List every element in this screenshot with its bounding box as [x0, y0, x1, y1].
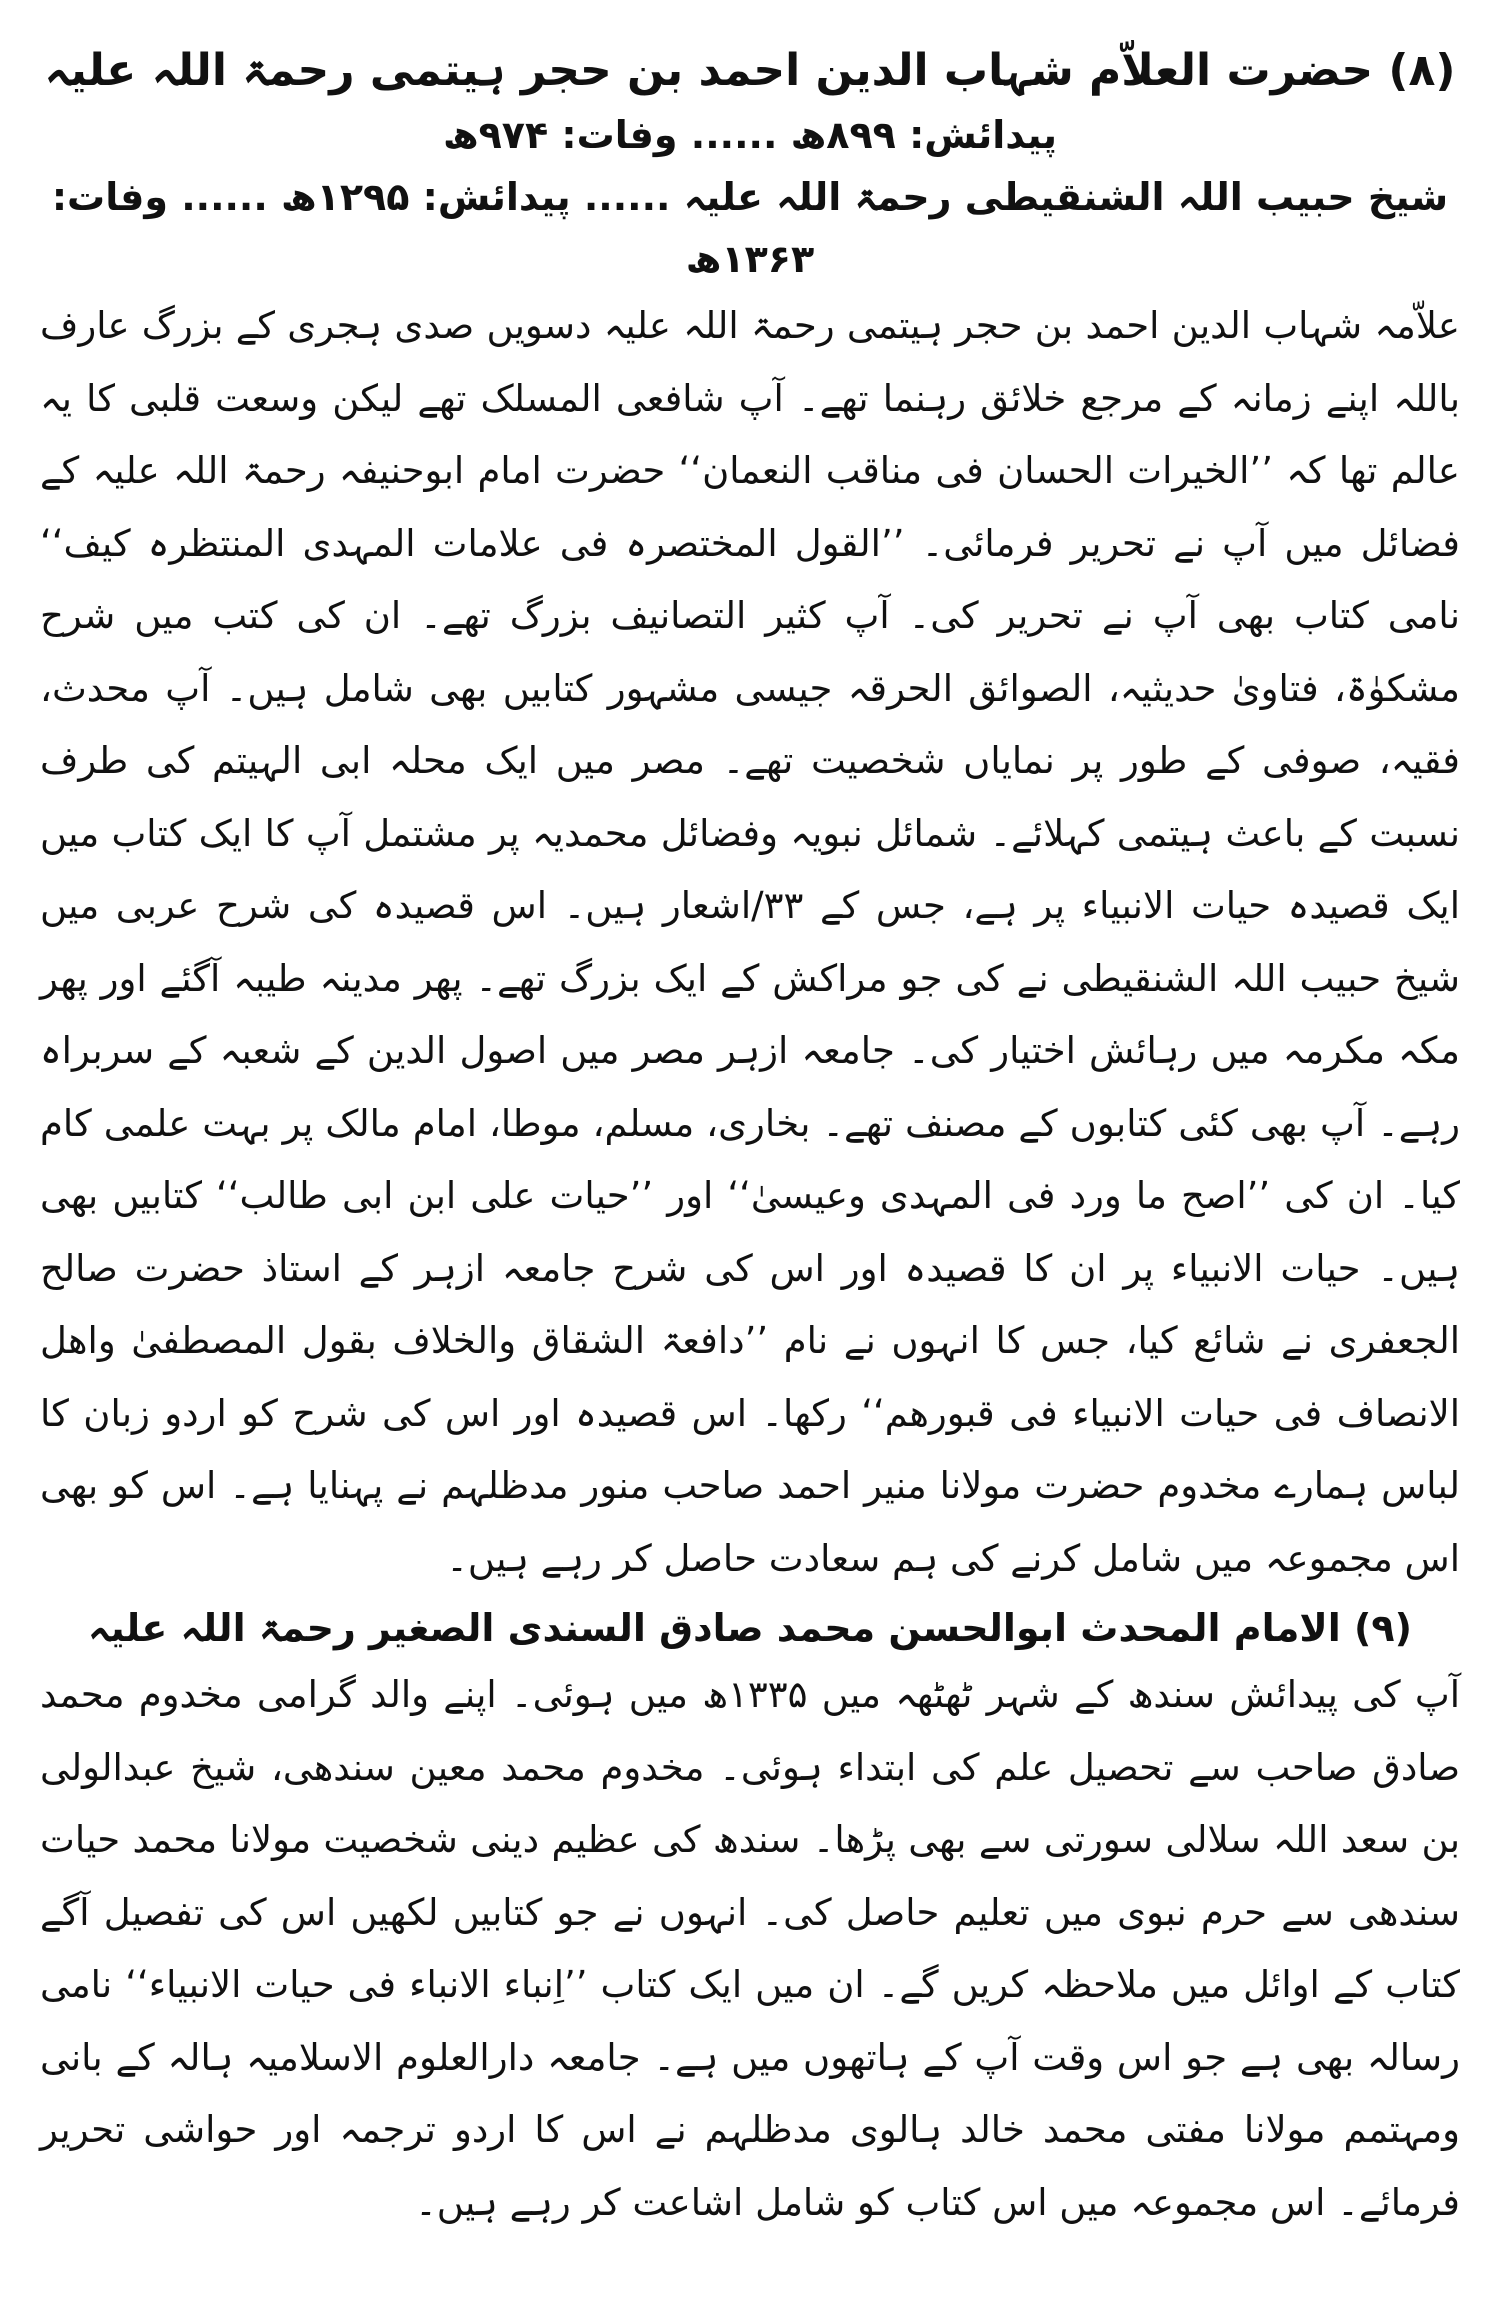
section-9-paragraph: آپ کی پیدائش سندھ کے شہر ٹھٹھہ میں ۱۳۳۵ھ میں ہوئی۔ اپنے والد گرامی مخدوم محمد صادق صاحب سے تحصیل علم کی ابتداء ہوئی۔ مخدوم محمد معین سندھی، شیخ عبدالولی بن سعد اللہ سلالی سورتی سے بھی پڑھا۔ سندھ کی عظیم دینی شخصیت مولانا محمد حیات سندھی سے حرم نبوی میں تعلیم حاصل کی۔ انہوں نے جو کتابیں لکھیں اس کی تفصیل آگے کتاب کے اوائل میں ملاحظہ کریں گے۔ ان میں ایک کتاب ’’اِنباء الانباء فی حیات الانبیاء‘‘ نامی رسالہ بھی ہے جو اس وقت آپ کے ہاتھوں میں ہے۔ جامعہ دارالعلوم الاسلامیہ ہالہ کے بانی ومہتمم مولانا مفتی محمد خالد ہالوی مدظلہم نے اس کا اردو ترجمہ اور حواشی تحریر فرمائے۔ اس مجموعہ میں اس کتاب کو شامل اشاعت کر رہے ہیں۔: [40, 1673, 1460, 2224]
section-8-paragraph: علاّمہ شہاب الدین احمد بن حجر ہیتمی رحمۃ اللہ علیہ دسویں صدی ہجری کے بزرگ عارف باللہ اپنے زمانہ کے مرجع خلائق رہنما تھے۔ آپ شافعی المسلک تھے لیکن وسعت قلبی کا یہ عالم تھا کہ ’’الخیرات الحسان فی مناقب النعمان‘‘ حضرت امام ابوحنیفہ رحمۃ اللہ علیہ کے فضائل میں آپ نے تحریر فرمائی۔ ’’القول المختصرہ فی علامات المہدی المنتظرہ کیف‘‘ نامی کتاب بھی آپ نے تحریر کی۔ آپ کثیر التصانیف بزرگ تھے۔ ان کی کتب میں شرح مشکوٰۃ، فتاویٰ حدیثیہ، الصوائق الحرقہ جیسی مشہور کتابیں بھی شامل ہیں۔ آپ محدث، فقیہ، صوفی کے طور پر نمایاں شخصیت تھے۔ مصر میں ایک محلہ ابی الہیتم کی طرف نسبت کے باعث ہیتمی کہلائے۔ شمائل نبویہ وفضائل محمدیہ پر مشتمل آپ کا ایک کتاب میں ایک قصیدہ حیات الانبیاء پر ہے، جس کے ۳۳/اشعار ہیں۔ اس قصیدہ کی شرح عربی میں شیخ حبیب اللہ الشنقیطی نے کی جو مراکش کے ایک بزرگ تھے۔ پھر مدینہ طیبہ آگئے اور پھر مکہ مکرمہ میں رہائش اختیار کی۔ جامعہ ازہر مصر میں اصول الدین کے شعبہ کے سربراہ رہے۔ آپ بھی کئی کتابوں کے مصنف تھے۔ بخاری، مسلم، موطا، امام مالک پر بہت علمی کام کیا۔ ان کی ’’اصح ما ورد فی المہدی وعیسیٰ‘‘ اور ’’حیات علی ابن ابی طالب‘‘ کتابیں بھی ہیں۔ حیات الانبیاء پر ان کا قصیدہ اور اس کی شرح جامعہ ازہر کے استاذ حضرت صالح الجعفری نے شائع کیا، جس کا انہوں نے نام ’’دافعۃ الشقاق والخلاف بقول المصطفیٰ واھل الانصاف فی حیات الانبیاء فی قبورھم‘‘ رکھا۔ اس قصیدہ اور اس کی شرح کو اردو زبان کا لباس ہمارے مخدوم حضرت مولانا منیر احمد صاحب منور مدظلہم نے پہنایا ہے۔ اس کو بھی اس مجموعہ میں شامل کرنے کی ہم سعادت حاصل کر رہے ہیں۔: [40, 304, 1461, 1580]
section-9-heading: (۹) الامام المحدث ابوالحسن محمد صادق السندی الصغیر رحمۃ اللہ علیہ: [88, 1606, 1412, 1650]
section-8-heading: (۸) حضرت العلاّم شہاب الدین احمد بن حجر ہیتمی رحمۃ اللہ علیہ: [44, 45, 1456, 96]
section-8-dates: پیدائش: ۸۹۹ھ ...... وفات: ۹۷۴ھ: [442, 113, 1058, 157]
shaykh-habibullah-line: شیخ حبیب اللہ الشنقیطی رحمۃ اللہ علیہ ...... پیدائش: ۱۲۹۵ھ ...... وفات: ۱۳۶۳ھ: [51, 175, 1449, 281]
